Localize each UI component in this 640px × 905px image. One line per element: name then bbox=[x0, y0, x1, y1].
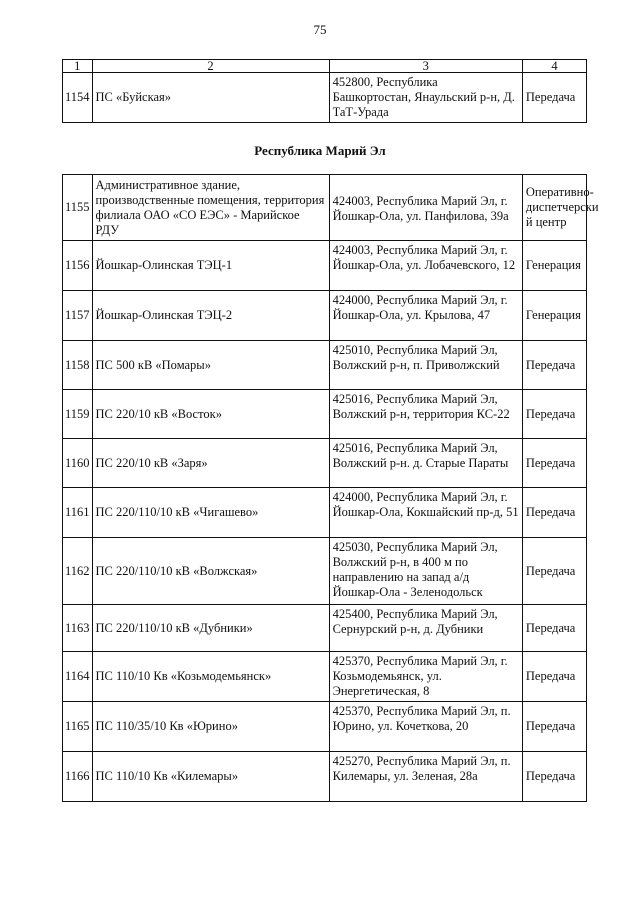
object-address: 425016, Республика Марий Эл, Волжский р-н, территория КС-22 bbox=[329, 390, 522, 439]
table-row bbox=[63, 538, 587, 605]
object-address: 425016, Республика Марий Эл, Волжский р-н. д. Старые Параты bbox=[329, 439, 522, 488]
row-number: 1156 bbox=[63, 241, 93, 291]
header-col-3: 3 bbox=[329, 60, 522, 73]
page-number: 75 bbox=[313, 22, 327, 37]
object-name: ПС 220/10 кВ «Заря» bbox=[92, 439, 329, 488]
table-row bbox=[63, 605, 587, 652]
object-function: Генерация bbox=[522, 291, 586, 341]
object-address: 424003, Республика Марий Эл, г. Йошкар-Ола, ул. Лобачевского, 12 bbox=[329, 241, 522, 291]
object-function: Передача bbox=[522, 605, 586, 652]
header-col-1: 1 bbox=[63, 60, 93, 73]
object-name: ПС 220/10 кВ «Восток» bbox=[92, 390, 329, 439]
object-name: ПС 220/110/10 кВ «Дубники» bbox=[92, 605, 329, 652]
row-number: 1161 bbox=[63, 488, 93, 538]
object-function: Генерация bbox=[522, 241, 586, 291]
object-address: 425370, Республика Марий Эл, г. Козьмодемьянск, ул. Энергетическая, 8 bbox=[329, 652, 522, 702]
table-row bbox=[63, 752, 587, 802]
header-col-4: 4 bbox=[522, 60, 586, 73]
facilities-table bbox=[62, 174, 599, 802]
object-address: 425400, Республика Марий Эл, Сернурский р-н, д. Дубники bbox=[329, 605, 522, 652]
table-row bbox=[63, 73, 587, 123]
object-function: Передача bbox=[522, 752, 586, 802]
object-address: 424000, Республика Марий Эл, г. Йошкар-Ола, ул. Крылова, 47 bbox=[329, 291, 522, 341]
object-function: Передача bbox=[522, 538, 586, 605]
row-number: 1154 bbox=[63, 73, 93, 123]
object-function: Передача bbox=[522, 73, 586, 123]
table-row bbox=[63, 341, 587, 390]
object-function: Оперативно-диспетчерски й центр bbox=[522, 175, 586, 241]
object-name: ПС 220/110/10 кВ «Волжская» bbox=[92, 538, 329, 605]
row-number: 1165 bbox=[63, 702, 93, 752]
object-name: Йошкар-Олинская ТЭЦ-2 bbox=[92, 291, 329, 341]
table-row bbox=[63, 439, 587, 488]
object-function: Передача bbox=[522, 702, 586, 752]
object-address: 424000, Республика Марий Эл, г. Йошкар-Ола, Кокшайский пр-д, 51 bbox=[329, 488, 522, 538]
object-function: Передача bbox=[522, 652, 586, 702]
table-row bbox=[63, 291, 587, 341]
row-number: 1163 bbox=[63, 605, 93, 652]
row-number: 1160 bbox=[63, 439, 93, 488]
row-number: 1162 bbox=[63, 538, 93, 605]
table-row bbox=[63, 702, 587, 752]
table-header-row bbox=[63, 60, 587, 73]
object-function: Передача bbox=[522, 390, 586, 439]
object-name: ПС 110/35/10 Кв «Юрино» bbox=[92, 702, 329, 752]
table-continued bbox=[62, 59, 587, 123]
object-address: 425030, Республика Марий Эл, Волжский р-н, в 400 м по направлению на запад а/д Йошкар-Ола - Зеленодольск bbox=[329, 538, 522, 605]
object-function: Передача bbox=[522, 341, 586, 390]
object-name: ПС 110/10 Кв «Килемары» bbox=[92, 752, 329, 802]
row-number: 1166 bbox=[63, 752, 93, 802]
row-number: 1155 bbox=[63, 175, 93, 241]
object-name: ПС «Буйская» bbox=[92, 73, 329, 123]
object-function: Передача bbox=[522, 439, 586, 488]
row-number: 1158 bbox=[63, 341, 93, 390]
row-number: 1159 bbox=[63, 390, 93, 439]
object-name: Йошкар-Олинская ТЭЦ-1 bbox=[92, 241, 329, 291]
object-address: 424003, Республика Марий Эл, г. Йошкар-Ола, ул. Панфилова, 39а bbox=[329, 175, 522, 241]
object-name: ПС 110/10 Кв «Козьмодемьянск» bbox=[92, 652, 329, 702]
header-col-2: 2 bbox=[92, 60, 329, 73]
object-address: 425370, Республика Марий Эл, п. Юрино, ул. Кочеткова, 20 bbox=[329, 702, 522, 752]
object-function: Передача bbox=[522, 488, 586, 538]
row-number: 1157 bbox=[63, 291, 93, 341]
object-address: 452800, Республика Башкортостан, Янаульский р-н, Д. ТаТ-Урада bbox=[329, 73, 522, 123]
object-name: Административное здание, производственные помещения, территория филиала ОАО «СО ЕЭС» - Марийское РДУ bbox=[92, 175, 329, 241]
table-row bbox=[63, 241, 587, 291]
table-row bbox=[63, 488, 587, 538]
row-number: 1164 bbox=[63, 652, 93, 702]
table-row bbox=[63, 175, 587, 241]
section-title: Республика Марий Эл bbox=[254, 143, 386, 158]
object-name: ПС 500 кВ «Помары» bbox=[92, 341, 329, 390]
object-address: 425010, Республика Марий Эл, Волжский р-н, п. Приволжский bbox=[329, 341, 522, 390]
table-row bbox=[63, 652, 587, 702]
object-name: ПС 220/110/10 кВ «Чигашево» bbox=[92, 488, 329, 538]
table-row bbox=[63, 390, 587, 439]
object-address: 425270, Республика Марий Эл, п. Килемары, ул. Зеленая, 28а bbox=[329, 752, 522, 802]
